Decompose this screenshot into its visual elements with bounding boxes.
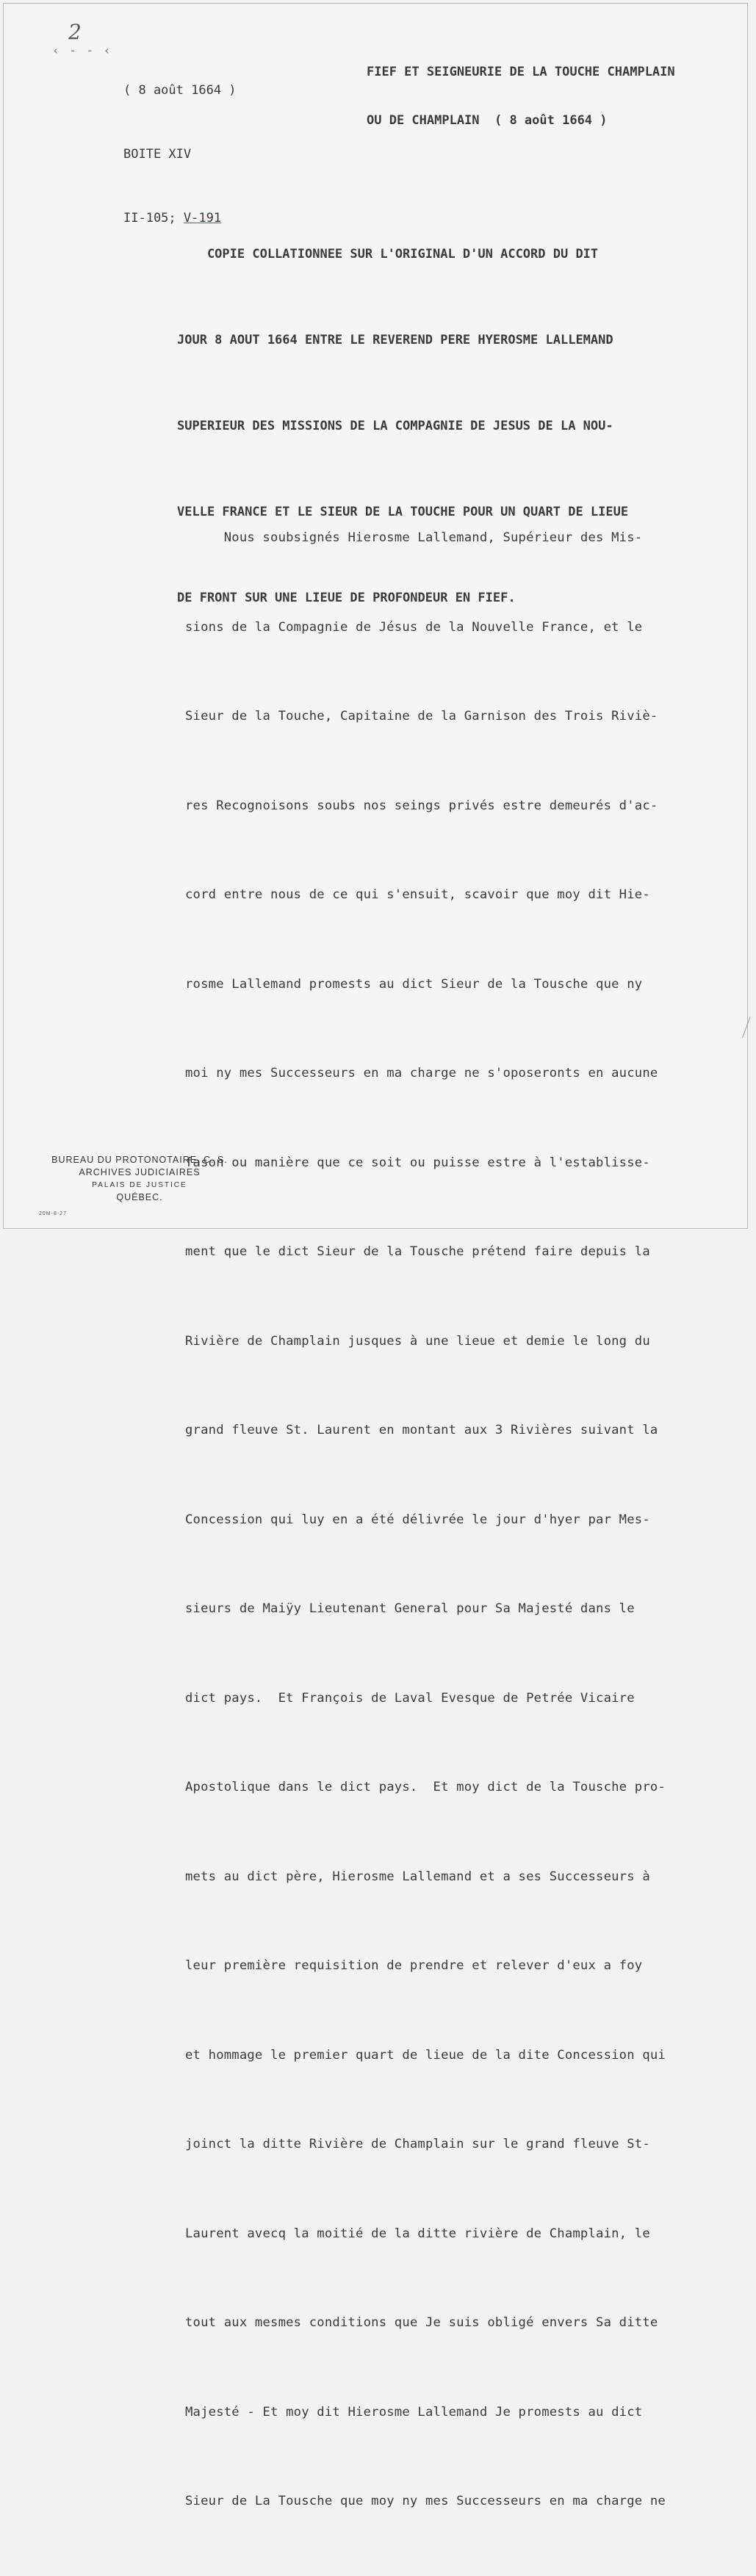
document-page	[3, 3, 748, 2508]
archive-stamp	[40, 1154, 239, 1204]
summary-line: DE FRONT SUR UNE LIEUE DE PROFONDEUR EN FIEF.	[177, 591, 516, 605]
body-line: et hommage le premier quart de lieue de la dite Concession qui	[185, 2047, 666, 2063]
body-line: leur première requisition de prendre et relever d'eux a foy	[185, 1958, 643, 1973]
body-line: Majesté - Et moy dit Hierosme Lallemand Je promests au dict	[185, 2404, 643, 2420]
title-line-2: OU DE CHAMPLAIN ( 8 août 1664 )	[367, 113, 608, 128]
reference-code-prefix: II-105;	[123, 211, 184, 226]
stamp-line-city: QUÉBEC.	[116, 1192, 163, 1202]
body-line: Apostolique dans le dict pays. Et moy dict de la Tousche pro-	[185, 1780, 666, 1794]
handwritten-page-number: 2	[68, 20, 82, 44]
document-title	[367, 32, 675, 161]
summary-line: SUPERIEUR DES MISSIONS DE LA COMPAGNIE DE JESUS DE LA NOU-	[177, 419, 613, 433]
body-line: dict pays. Et François de Laval Evesque de Petrée Vicaire	[185, 1690, 635, 1706]
title-line-1: FIEF ET SEIGNEURIE DE LA TOUCHE CHAMPLAIN	[367, 65, 675, 79]
body-line: joinct la ditte Rivière de Champlain sur le grand fleuve St-	[185, 2137, 650, 2151]
summary-line: COPIE COLLATIONNEE SUR L'ORIGINAL D'UN ACCORD DU DIT	[177, 247, 599, 261]
form-code: 20M-8-27	[39, 1211, 67, 1216]
body-line: sions de la Compagnie de Jésus de la Nouvelle France, et le	[185, 619, 643, 635]
body-line: rosme Lallemand promests au dict Sieur de la Tousche que ny	[185, 976, 643, 992]
reference-box: BOITE XIV	[123, 147, 192, 162]
pen-scribble: ‹ - - ‹	[52, 43, 112, 57]
body-line: Laurent avecq la moitié de la ditte rivière de Champlain, le	[185, 2226, 650, 2241]
body-line: grand fleuve St. Laurent en montant aux 3 Rivières suivant la	[185, 1423, 658, 1437]
body-line: cord entre nous de ce qui s'ensuit, scavoir que moy dit Hie-	[185, 887, 650, 902]
stamp-line-palais: PALAIS DE JUSTICE	[92, 1181, 187, 1189]
body-line: sieurs de Maiÿy Lieutenant General pour Sa Majesté dans le	[185, 1601, 635, 1616]
margin-mark	[742, 1017, 756, 1039]
body-line: Rivière de Champlain jusques à une lieue et demie le long du	[185, 1333, 650, 1349]
stamp-line-archives: ARCHIVES JUDICIAIRES	[79, 1167, 201, 1177]
body-line: fason ou manière que ce soit ou puisse estre à l'establisse-	[185, 1155, 650, 1170]
body-line: tout aux mesmes conditions que Je suis obligé envers Sa ditte	[185, 2315, 658, 2330]
body-line: Sieur de la Touche, Capitaine de la Garnison des Trois Riviè-	[185, 709, 658, 724]
summary-line: VELLE FRANCE ET LE SIEUR DE LA TOUCHE POUR UN QUART DE LIEUE	[177, 505, 629, 519]
body-paragraph	[185, 463, 729, 2576]
reference-code-underlined: V-191	[183, 211, 222, 226]
body-line: moi ny mes Successeurs en ma charge ne s'oposeronts en aucune	[185, 1066, 658, 1080]
summary-line: JOUR 8 AOUT 1664 ENTRE LE REVEREND PERE HYEROSME LALLEMAND	[177, 333, 613, 347]
body-line: Sieur de La Tousche que moy ny mes Successeurs en ma charge ne	[185, 2494, 666, 2508]
body-line: res Recognoisons soubs nos seings privés estre demeurés d'ac-	[185, 798, 658, 813]
stamp-line-bureau: BUREAU DU PROTONOTAIRE, C. S.	[51, 1155, 228, 1165]
body-line: mets au dict père, Hierosme Lallemand et a ses Successeurs à	[185, 1869, 650, 1884]
body-line: Nous soubsignés Hierosme Lallemand, Supérieur des Mis-	[185, 530, 643, 545]
reference-date: ( 8 août 1664 )	[123, 83, 237, 98]
body-line: Concession qui luy en a été délivrée le jour d'hyer par Mes-	[185, 1512, 650, 1527]
body-line: ment que le dict Sieur de la Tousche prétend faire depuis la	[185, 1244, 650, 1259]
